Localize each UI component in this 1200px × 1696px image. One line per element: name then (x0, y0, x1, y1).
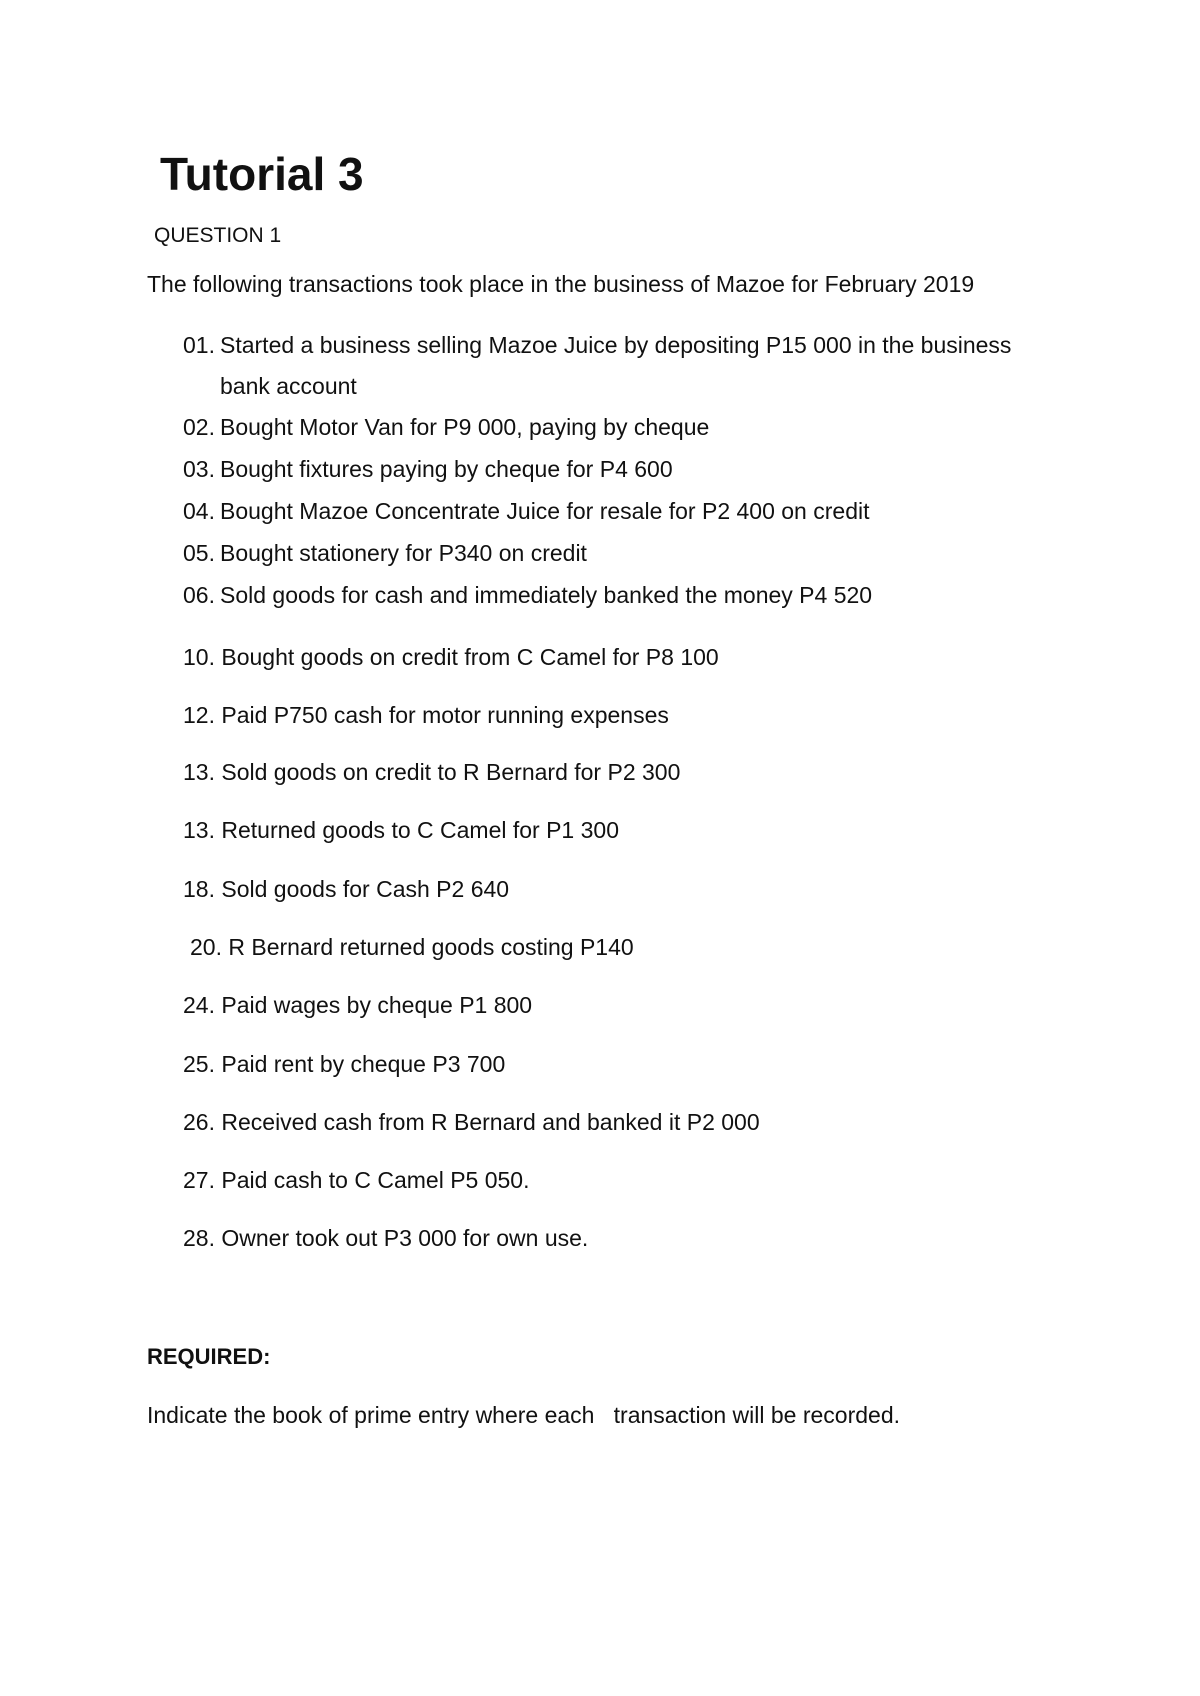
transaction-text: Paid rent by cheque P3 700 (221, 1051, 506, 1077)
transaction-text: Paid wages by cheque P1 800 (221, 992, 533, 1018)
transaction-item (183, 1049, 505, 1079)
transaction-item (183, 412, 709, 442)
transaction-number: 10. (183, 644, 215, 670)
transaction-number: 24. (183, 992, 215, 1018)
transaction-item (183, 642, 719, 672)
transaction-item (183, 757, 680, 787)
intro-text: The following transactions took place in the business of Mazoe for February 2019 (147, 271, 975, 297)
transaction-item (183, 874, 509, 904)
transaction-number: 25. (183, 1051, 215, 1077)
transaction-item (183, 815, 619, 845)
transaction-text: Paid cash to C Camel P5 050. (221, 1167, 530, 1193)
transaction-item (183, 580, 872, 610)
transaction-number: 28. (183, 1225, 215, 1251)
question-label: QUESTION 1 (154, 224, 282, 247)
transaction-item (183, 700, 669, 730)
transaction-number: 20. (190, 934, 222, 960)
transaction-item (183, 990, 532, 1020)
transaction-number: 06. (183, 582, 215, 608)
transaction-text: Owner took out P3 000 for own use. (221, 1225, 589, 1251)
page-title: Tutorial 3 (160, 148, 364, 200)
transaction-item (183, 330, 1011, 401)
transaction-number: 13. (183, 817, 215, 843)
transaction-number: 13. (183, 759, 215, 785)
transaction-item (183, 1107, 760, 1137)
transaction-text: Sold goods for cash and immediately banked the money P4 520 (220, 582, 873, 608)
transaction-number: 04. (183, 498, 215, 524)
transaction-number: 18. (183, 876, 215, 902)
transaction-number: 27. (183, 1167, 215, 1193)
transaction-text: Bought Motor Van for P9 000, paying by cheque (220, 414, 710, 440)
transaction-text: Bought goods on credit from C Camel for P8 100 (221, 644, 719, 670)
transaction-text: Returned goods to C Camel for P1 300 (221, 817, 619, 843)
transaction-text: Started a business selling Mazoe Juice by depositing P15 000 in the business (220, 332, 1012, 358)
transaction-item (183, 454, 673, 484)
transaction-text: Bought fixtures paying by cheque for P4 600 (220, 456, 673, 482)
instruction-text: Indicate the book of prime entry where each transaction will be recorded. (147, 1402, 901, 1428)
transaction-text: Bought Mazoe Concentrate Juice for resale for P2 400 on credit (220, 498, 870, 524)
transaction-text: R Bernard returned goods costing P140 (228, 934, 634, 960)
transaction-text: Bought stationery for P340 on credit (220, 540, 587, 566)
transaction-text: Received cash from R Bernard and banked it P2 000 (221, 1109, 760, 1135)
transaction-item (183, 538, 587, 568)
transaction-item (190, 932, 634, 962)
transaction-number: 12. (183, 702, 215, 728)
required-heading: REQUIRED: (147, 1344, 271, 1369)
transaction-text: Sold goods for Cash P2 640 (221, 876, 510, 902)
transaction-number: 03. (183, 456, 215, 482)
transaction-text: Sold goods on credit to R Bernard for P2 300 (221, 759, 681, 785)
transaction-number: 26. (183, 1109, 215, 1135)
transaction-item (183, 1223, 588, 1253)
transaction-item (183, 496, 869, 526)
transaction-text-continued: bank account (220, 373, 357, 399)
transaction-number: 01. (183, 332, 215, 358)
transaction-item (183, 1165, 529, 1195)
transaction-text: Paid P750 cash for motor running expenses (221, 702, 669, 728)
transaction-number: 05. (183, 540, 215, 566)
transaction-number: 02. (183, 414, 215, 440)
